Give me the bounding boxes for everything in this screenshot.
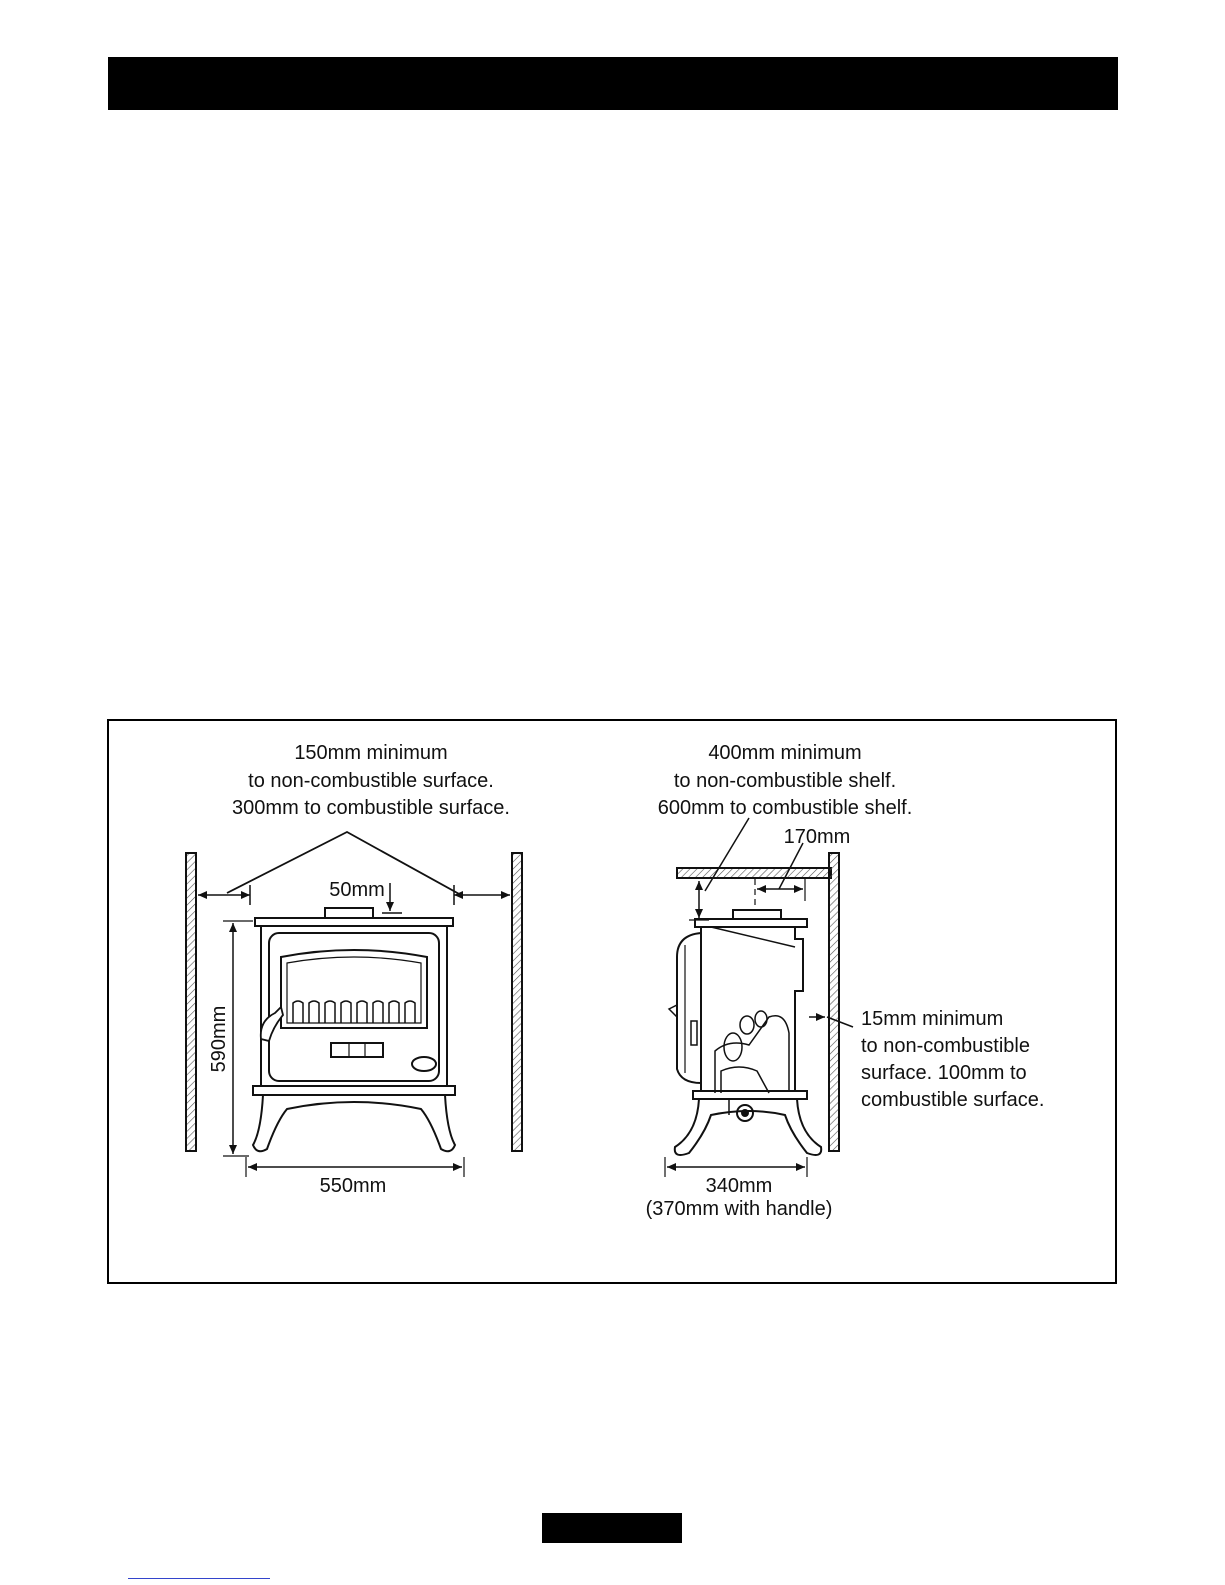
front-top-clearance-line-2: to non-combustible surface. [248, 770, 494, 792]
side-legs [675, 1099, 821, 1155]
side-shelf-clearance-line-3: 600mm to combustible shelf. [657, 797, 913, 819]
width-label: 550mm [319, 1175, 387, 1197]
footer-link-line [128, 1578, 270, 1579]
section-header-bar [108, 57, 1118, 110]
stove-legs [253, 1095, 455, 1151]
side-top-plate [695, 919, 807, 927]
rear-clearance-line-4: combustible surface. [861, 1089, 1045, 1111]
air-vent [331, 1043, 383, 1057]
stove-top-plate [255, 918, 453, 926]
side-body [701, 927, 803, 1091]
rear-clearance-line-2: to non-combustible [861, 1035, 1030, 1057]
fire-bars [293, 1001, 415, 1023]
side-door [677, 933, 701, 1083]
rear-wall [829, 853, 839, 1151]
stove-base-plate [253, 1086, 455, 1095]
right-wall [512, 853, 522, 1151]
depth-label: 340mm [705, 1175, 773, 1197]
side-shelf-clearance-line-1: 400mm minimum [708, 742, 862, 764]
shelf [677, 868, 831, 878]
left-wall [186, 853, 196, 1151]
height-label: 590mm [208, 1005, 230, 1073]
flue-height-label: 50mm [329, 879, 385, 901]
flue-collar [325, 908, 373, 918]
front-top-clearance-line-3: 300mm to combustible surface. [232, 797, 510, 819]
fuel-bed-logs [715, 1011, 789, 1093]
door-handle [261, 1007, 283, 1041]
page-number-tab [542, 1513, 682, 1543]
side-base-plate [693, 1091, 807, 1099]
side-view [665, 818, 853, 1177]
clearance-diagram [107, 719, 1117, 1284]
clearance-diagram-svg [109, 721, 1119, 1286]
flue-offset-label: 170mm [783, 826, 851, 848]
rear-clearance-line-3: surface. 100mm to [861, 1062, 1027, 1084]
side-shelf-clearance-line-2: to non-combustible shelf. [673, 770, 897, 792]
stove-badge [412, 1057, 436, 1071]
front-top-clearance-line-1: 150mm minimum [294, 742, 448, 764]
depth-note: (370mm with handle) [645, 1198, 833, 1220]
side-flue-collar [733, 910, 781, 919]
rear-clearance-line-1: 15mm minimum [861, 1008, 1004, 1030]
